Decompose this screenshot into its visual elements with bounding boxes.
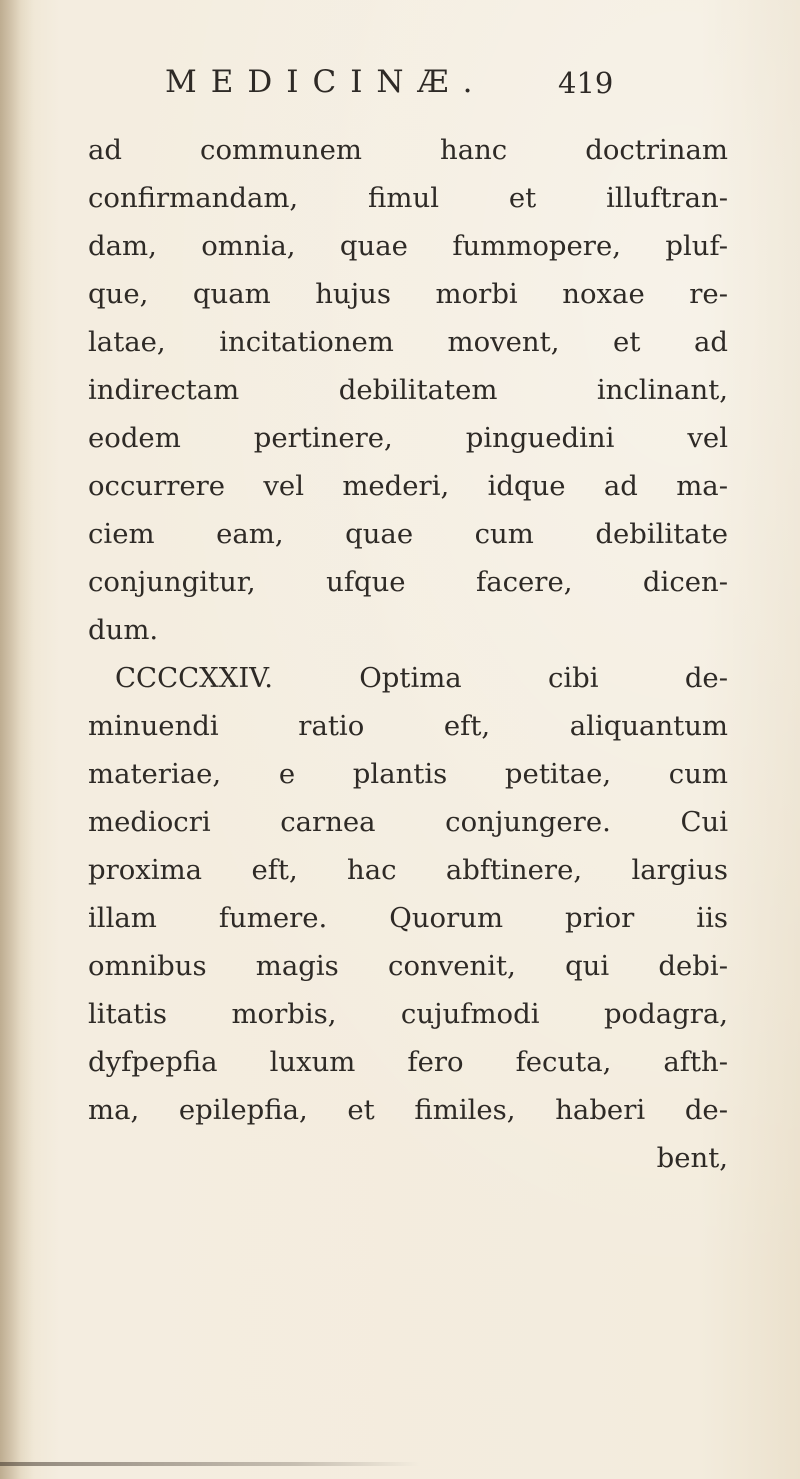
page-number: 419: [558, 66, 614, 100]
running-head: MEDICINÆ.: [165, 64, 487, 100]
text-line: conjungitur, ufque facere, dicen-: [88, 566, 728, 598]
text-line: mediocri carnea conjungere. Cui: [88, 806, 728, 838]
text-line: omnibus magis convenit, qui debi-: [88, 950, 728, 982]
text-line: indirectam debilitatem inclinant,: [88, 374, 728, 406]
text-line: ciem eam, quae cum debilitate: [88, 518, 728, 550]
text-line: litatis morbis, cujufmodi podagra,: [88, 998, 728, 1030]
text-line: proxima eft, hac abftinere, largius: [88, 854, 728, 886]
text-line: occurrere vel mederi, idque ad ma-: [88, 470, 728, 502]
body-text: [88, 126, 728, 1182]
text-line: dam, omnia, quae fummopere, pluf-: [88, 230, 728, 262]
text-line: que, quam hujus morbi noxae re-: [88, 278, 728, 310]
text-line: minuendi ratio eft, aliquantum: [88, 710, 728, 742]
text-line: materiae, e plantis petitae, cum: [88, 758, 728, 790]
text-line: dyfpepfia luxum fero fecuta, afth-: [88, 1046, 728, 1078]
text-line: ma, epilepfia, et fimiles, haberi de-: [88, 1094, 728, 1126]
text-line: illam fumere. Quorum prior iis: [88, 902, 728, 934]
text-line: ad communem hanc doctrinam: [88, 134, 728, 166]
text-line: eodem pertinere, pinguedini vel: [88, 422, 728, 454]
page-bottom-edge: [0, 1462, 420, 1466]
text-line: dum.: [88, 614, 159, 646]
text-line: latae, incitationem movent, et ad: [88, 326, 728, 358]
text-line: confirmandam, fimul et illuftran-: [88, 182, 728, 214]
catchword: bent,: [656, 1142, 728, 1174]
section-heading-line: CCCCXXIV. Optima cibi de-: [115, 662, 728, 694]
page-header: [0, 58, 800, 108]
spine-shadow: [0, 0, 34, 1479]
